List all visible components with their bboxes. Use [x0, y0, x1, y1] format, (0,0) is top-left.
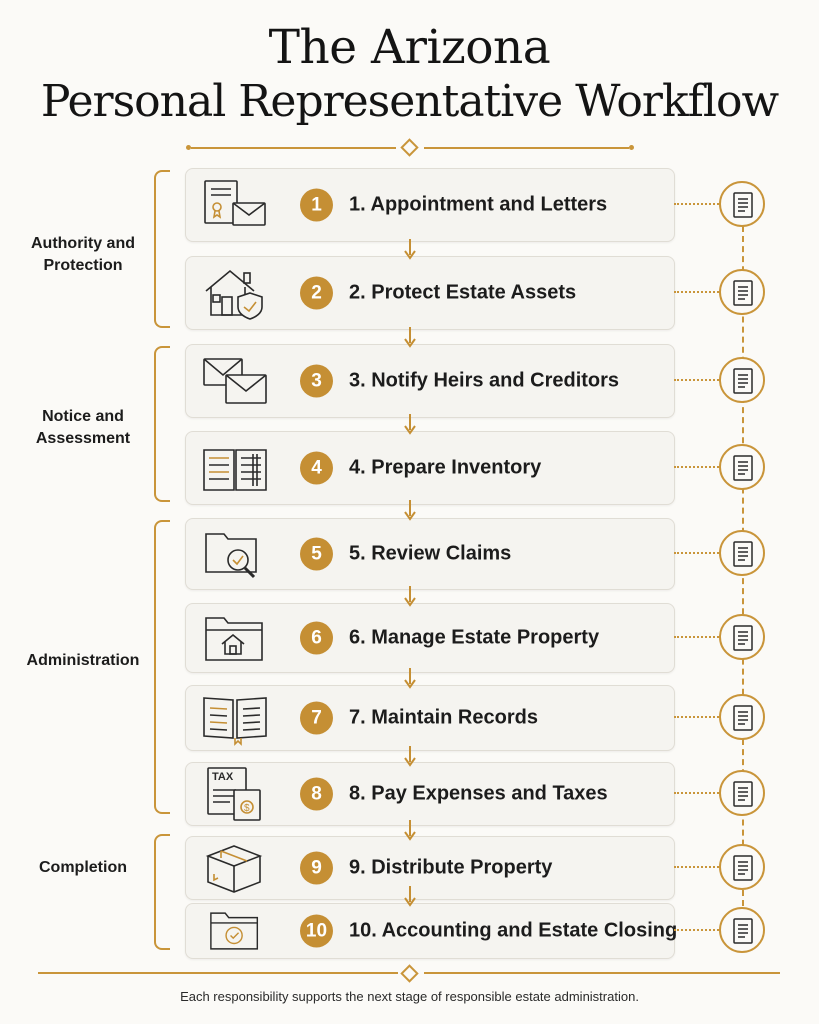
open-book-icon [200, 690, 270, 746]
step-card-6[interactable] [185, 603, 675, 673]
card-connector [674, 466, 719, 468]
ledger-book-icon [200, 440, 270, 496]
certificate-envelope-icon [200, 177, 270, 233]
step-number-badge: 10 [300, 915, 333, 948]
down-arrow-icon [403, 586, 417, 608]
step-card-1[interactable] [185, 168, 675, 242]
document-icon [732, 625, 754, 651]
card-connector [674, 291, 719, 293]
step-card-8[interactable] [185, 762, 675, 826]
step-card-3[interactable] [185, 344, 675, 418]
step-number-badge: 2 [300, 277, 333, 310]
step-title: 4. Prepare Inventory [349, 456, 542, 479]
step-title: 6. Manage Estate Property [349, 626, 600, 649]
footer-note: Each responsibility supports the next stage of responsible estate administration. [180, 989, 639, 1004]
step-8-document-button[interactable] [719, 770, 765, 816]
group-bracket-administration [154, 520, 170, 814]
document-icon [732, 455, 754, 481]
step-title: 2. Protect Estate Assets [349, 281, 577, 304]
down-arrow-icon [403, 746, 417, 768]
down-arrow-icon [403, 668, 417, 690]
step-title: 7. Maintain Records [349, 706, 538, 729]
down-arrow-icon [403, 886, 417, 908]
step-3-document-button[interactable] [719, 357, 765, 403]
step-4-document-button[interactable] [719, 444, 765, 490]
folder-search-icon [200, 526, 270, 582]
down-arrow-icon [403, 414, 417, 436]
step-1-document-button[interactable] [719, 181, 765, 227]
down-arrow-icon [403, 500, 417, 522]
group-label-authority: Authority and Protection [31, 235, 135, 274]
card-connector [674, 636, 719, 638]
down-arrow-icon [403, 327, 417, 349]
step-card-9[interactable] [185, 836, 675, 900]
card-connector [674, 716, 719, 718]
card-connector [674, 379, 719, 381]
step-title: 3. Notify Heirs and Creditors [349, 369, 620, 392]
card-connector [674, 866, 719, 868]
step-number-badge: 3 [300, 365, 333, 398]
group-label-administration: Administration [26, 652, 140, 669]
card-connector [674, 552, 719, 554]
step-10-document-button[interactable] [719, 907, 765, 953]
document-icon [732, 368, 754, 394]
step-title: 10. Accounting and Estate Closing [349, 919, 678, 942]
step-card-7[interactable] [185, 685, 675, 751]
group-label-completion: Completion [39, 859, 127, 876]
page-title-line1: The Arizona [268, 20, 551, 75]
step-title: 8. Pay Expenses and Taxes [349, 782, 608, 805]
step-6-document-button[interactable] [719, 614, 765, 660]
document-icon [732, 192, 754, 218]
group-bracket-authority [154, 170, 170, 328]
step-card-10[interactable] [185, 903, 678, 959]
step-title: 1. Appointment and Letters [349, 193, 608, 216]
card-connector [674, 203, 719, 205]
svg-text:$: $ [244, 803, 250, 814]
step-7-document-button[interactable] [719, 694, 765, 740]
card-connector [674, 929, 719, 931]
step-number-badge: 9 [300, 852, 333, 885]
folder-check-icon [200, 906, 270, 956]
svg-text:TAX: TAX [212, 771, 234, 783]
document-icon [732, 280, 754, 306]
package-box-icon [200, 840, 270, 896]
step-number-badge: 8 [300, 778, 333, 811]
document-icon [732, 705, 754, 731]
step-title: 5. Review Claims [349, 542, 512, 565]
down-arrow-icon [403, 239, 417, 261]
folder-house-icon [200, 610, 270, 666]
step-number-badge: 5 [300, 538, 333, 571]
step-number-badge: 1 [300, 189, 333, 222]
page-title-line2: Personal Representative Workflow [40, 76, 779, 127]
step-title: 9. Distribute Property [349, 856, 553, 879]
step-5-document-button[interactable] [719, 530, 765, 576]
document-icon [732, 781, 754, 807]
tax-document-icon [200, 766, 270, 822]
step-number-badge: 4 [300, 452, 333, 485]
document-icon [732, 541, 754, 567]
step-card-5[interactable] [185, 518, 675, 590]
down-arrow-icon [403, 820, 417, 842]
step-9-document-button[interactable] [719, 844, 765, 890]
group-bracket-completion [154, 834, 170, 950]
step-card-2[interactable] [185, 256, 675, 330]
document-icon [732, 918, 754, 944]
envelopes-icon [200, 353, 270, 409]
group-label-notice: Notice and Assessment [35, 408, 131, 447]
document-icon [732, 855, 754, 881]
house-shield-icon [200, 265, 270, 321]
step-2-document-button[interactable] [719, 269, 765, 315]
step-number-badge: 7 [300, 702, 333, 735]
card-connector [674, 792, 719, 794]
step-number-badge: 6 [300, 622, 333, 655]
step-card-4[interactable] [185, 431, 675, 505]
group-bracket-notice [154, 346, 170, 502]
